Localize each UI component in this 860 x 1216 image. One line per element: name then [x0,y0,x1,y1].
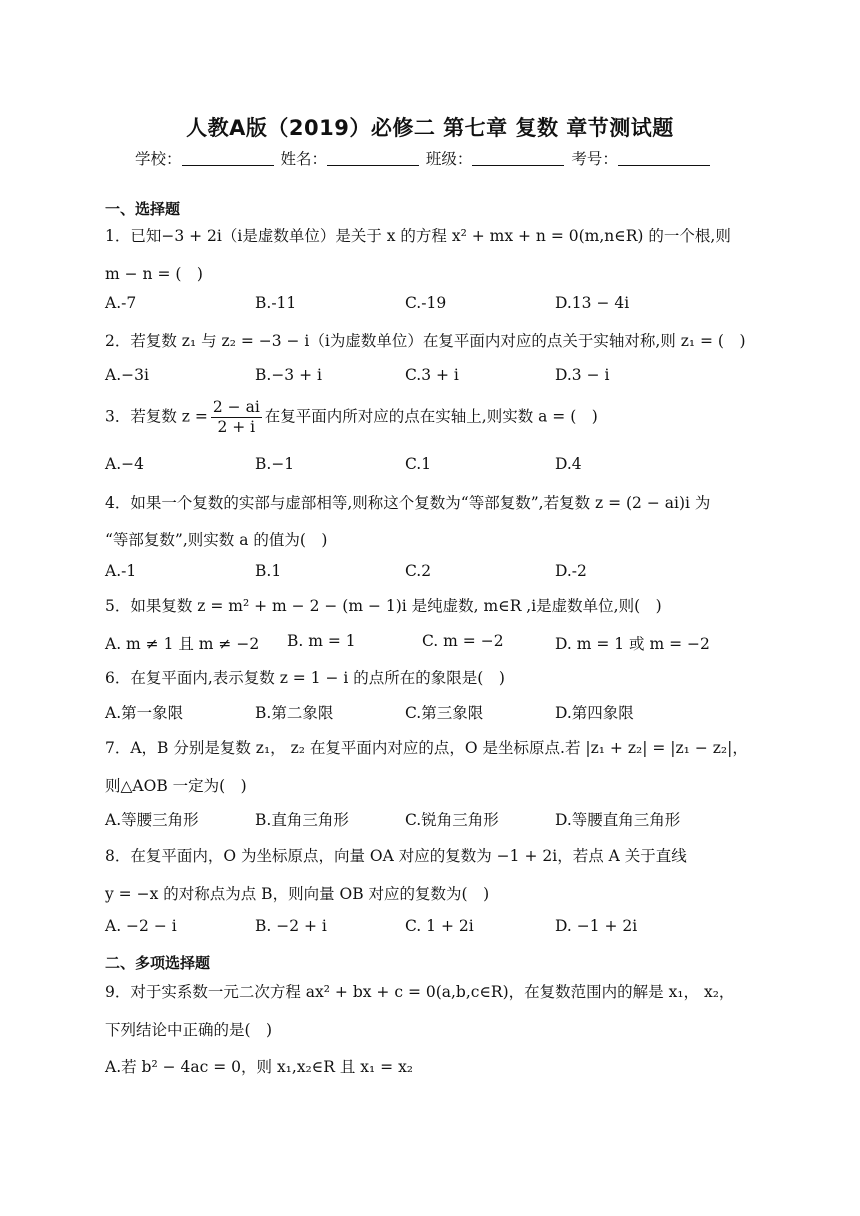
question-8-option-a: A. −2 − i [105,917,177,935]
question-3-option-b: B.−1 [255,455,295,473]
question-1-option-d: D.13 − 4i [555,294,630,312]
question-5-option-c: C. m = −2 [422,632,504,650]
question-3-prefix: 3．若复数 z = [105,407,208,426]
section-heading-multiple-choice: 二、多项选择题 [105,954,211,972]
question-3-suffix: 在复平面内所对应的点在实轴上,则实数 a = ( ) [264,407,598,426]
question-3-option-d: D.4 [555,455,582,473]
question-4-option-d: D.-2 [555,562,587,580]
question-4-text: 4．如果一个复数的实部与虚部相等,则称这个复数为“等部复数”,若复数 z = (2 − ai)i 为 [105,494,711,512]
question-4-option-c: C.2 [405,562,432,580]
question-2-text: 2．若复数 z₁ 与 z₂ = −3 − i（i为虚数单位）在复平面内对应的点关于实轴对称,则 z₁ = ( ) [105,332,746,350]
question-9-text-cont: 下列结论中正确的是( ) [105,1021,273,1039]
question-7-option-a: A.等腰三角形 [105,811,199,829]
class-label: 班级： [425,150,473,168]
question-9-text: 9．对于实系数一元二次方程 ax² + bx + c = 0(a,b,c∈R)，在复数范围内的解是 x₁， x₂， [105,983,735,1001]
question-3-option-a: A.−4 [105,455,144,473]
question-7-text: 7．A，B 分别是复数 z₁， z₂ 在复平面内对应的点，O 是坐标原点.若 |z₁ + z₂| = |z₁ − z₂|， [105,739,748,757]
school-blank [182,151,274,166]
question-8-text-cont: y = −x 的对称点为点 B，则向量 OB 对应的复数为( ) [105,885,490,903]
question-4-option-a: A.-1 [105,562,137,580]
page-title: 人教A版（2019）必修二 第七章 复数 章节测试题 [186,116,674,140]
question-5-option-b: B. m = 1 [287,632,356,650]
class-blank [472,151,564,166]
name-blank [327,151,419,166]
name-label: 姓名： [280,150,327,168]
question-8-option-c: C. 1 + 2i [405,917,474,935]
question-2-option-a: A.−3i [105,366,149,384]
question-1-option-c: C.-19 [405,294,447,312]
question-7-option-b: B.直角三角形 [255,811,349,829]
question-6-option-d: D.第四象限 [555,704,634,722]
question-6-text: 6．在复平面内,表示复数 z = 1 − i 的点所在的象限是( ) [105,669,505,687]
school-label: 学校： [135,150,182,168]
question-1-option-b: B.-11 [255,294,297,312]
number-label: 考号： [571,150,618,168]
question-8-option-d: D. −1 + 2i [555,917,638,935]
question-5-text: 5．如果复数 z = m² + m − 2 − (m − 1)i 是纯虚数, m∈R ,i是虚数单位,则( ) [105,597,662,615]
question-5-option-a: A. m ≠ 1 且 m ≠ −2 [105,635,260,653]
question-8-text: 8．在复平面内，O 为坐标原点，向量 OA 对应的复数为 −1 + 2i，若点 A 关于直线 [105,847,687,865]
question-9-option-a: A.若 b² − 4ac = 0，则 x₁,x₂∈R 且 x₁ = x₂ [105,1058,414,1076]
question-3-option-c: C.1 [405,455,432,473]
question-8-option-b: B. −2 + i [255,917,327,935]
student-info-row [135,147,712,169]
question-3-denominator: 2 + i [217,418,256,436]
question-2-option-c: C.3 + i [405,366,459,384]
question-5-option-d: D. m = 1 或 m = −2 [555,635,710,653]
question-7-text-cont: 则△AOB 一定为( ) [105,777,247,795]
question-2-option-b: B.−3 + i [255,366,322,384]
number-blank [618,151,710,166]
question-7-option-d: D.等腰直角三角形 [555,811,681,829]
question-1-option-a: A.-7 [105,294,137,312]
question-1-text: 1．已知−3 + 2i（i是虚数单位）是关于 x 的方程 x² + mx + n = 0(m,n∈R) 的一个根,则 [105,227,731,245]
question-6-option-c: C.第三象限 [405,704,484,722]
question-6-option-a: A.第一象限 [105,704,184,722]
question-4-text-cont: “等部复数”,则实数 a 的值为( ) [105,531,328,549]
question-7-option-c: C.锐角三角形 [405,811,499,829]
question-6-option-b: B.第二象限 [255,704,334,722]
question-1-text-cont: m − n = ( ) [105,265,203,283]
question-3-fraction [211,398,262,437]
question-2-option-d: D.3 − i [555,366,610,384]
section-heading-single-choice: 一、选择题 [105,200,181,218]
question-4-option-b: B.1 [255,562,282,580]
question-3-numerator: 2 − ai [212,398,260,416]
question-3-text [105,398,598,437]
